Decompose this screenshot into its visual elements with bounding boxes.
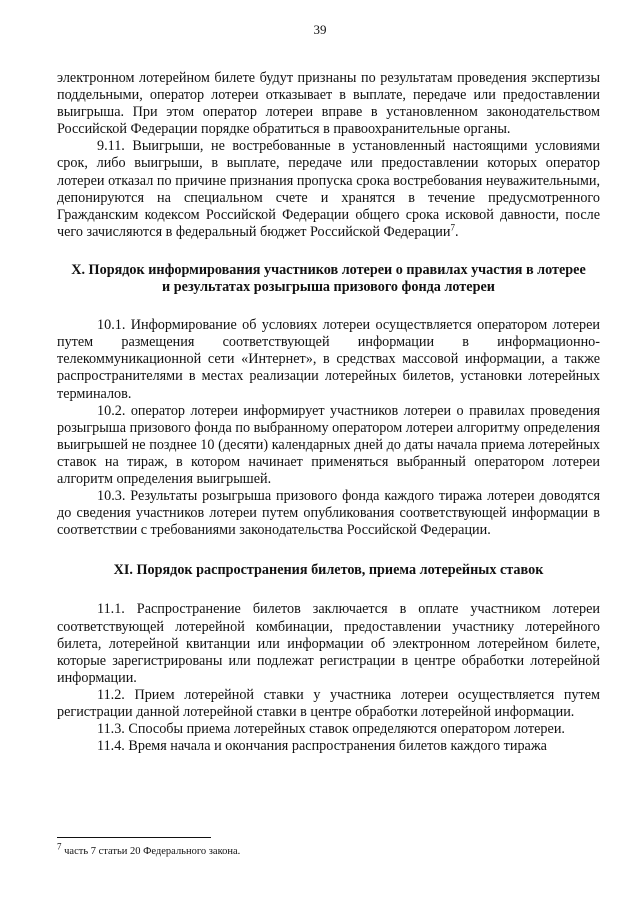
document-body [57,70,600,755]
footnote [57,841,241,858]
paragraph-10-1: 10.1. Информирование об условиях лотереи осуществляется оператором лотереи путем размещения соответствующей информации в информационно-телекоммуникационной сети «Интернет», в средствах массовой информации, а также распространителями в местах реализации лотерейных билетов, установки лотерейных терминалов. [57,317,600,402]
paragraph-11-3: 11.3. Способы приема лотерейных ставок определяются оператором лотереи. [97,721,565,738]
section-x-heading-line2: и результатах розыгрыша призового фонда лотереи [162,279,495,296]
paragraph-10-3: 10.3. Результаты розыгрыша призового фонда каждого тиража лотереи доводятся до сведения участников лотереи путем опубликования соответствующей информации в соответствии с требованиями законодательства Российской Федерации. [57,488,600,539]
paragraph-continuation: электронном лотерейном билете будут признаны по результатам проведения экспертизы поддельными, оператор лотереи отказывает в выплате, передаче или предоставлении выигрыша. При этом оператор лотереи вправе в установленном законодательством Российской Федерации порядке обратиться в правоохранительные органы. [57,70,600,138]
footnote-divider [57,837,211,838]
paragraph-11-4: 11.4. Время начала и окончания распространения билетов каждого тиража [97,738,547,755]
section-xi-heading: XI. Порядок распространения билетов, приема лотерейных ставок [113,562,544,579]
footnote-text: часть 7 статьи 20 Федерального закона. [61,846,241,857]
footnote-reference: 7 [450,222,455,233]
page-number: 39 [313,22,327,37]
paragraph-10-2: 10.2. оператор лотереи информирует участников лотереи о правилах проведения розыгрыша призового фонда по выбранному оператором лотереи алгоритму определения выигрышей не позднее 10 (десяти) календарных дней до даты начала приема лотерейных ставок на тираж, в котором начинает применяться выбранный оператором лотереи алгоритм определения выигрышей. [57,402,600,487]
paragraph-11-1: 11.1. Распространение билетов заключается в оплате участником лотереи соответствующей лотерейной комбинации, предоставлении участнику лотерейного билета, лотерейной квитанции или информации об электронном лотерейном билете, которые зарегистрированы или подлежат регистрации в центре обработки лотерейной информации. [57,601,600,686]
paragraph-9-11-text: 9.11. Выигрыши, не востребованные в установленный настоящими условиями срок, либо выигрыши, в выплате, передаче или предоставлении которых оператор лотереи отказал по причине признания пропуска срока востребования неуважительными, депонируются на специальном счете и хранятся в течение предусмотренного Гражданским кодексом Российской Федерации общего срока исковой давности, после чего зачисляются в федеральный бюджет Российской Федерации [57,138,600,240]
footnote-mark: 7 [57,841,62,852]
paragraph-9-11: 9.11. Выигрыши, не востребованные в установленный настоящими условиями срок, либо выигрыши, в выплате, передаче или предоставлении которых оператор лотереи отказал по причине признания пропуска срока востребования неуважительными, депонируются на специальном счете и хранятся в течение предусмотренного Гражданским кодексом Российской Федерации общего срока исковой давности, после чего зачисляются в федеральный бюджет Российской Федерации$^7$. [57,138,600,240]
section-x-heading-line1: X. Порядок информирования участников лотереи о правилах участия в лотерее [71,261,586,278]
paragraph-11-2: 11.2. Прием лотерейной ставки у участника лотереи осуществляется путем регистрации данной лотерейной ставки в центре обработки лотерейной информации. [57,686,600,720]
section-x-heading [57,262,600,296]
